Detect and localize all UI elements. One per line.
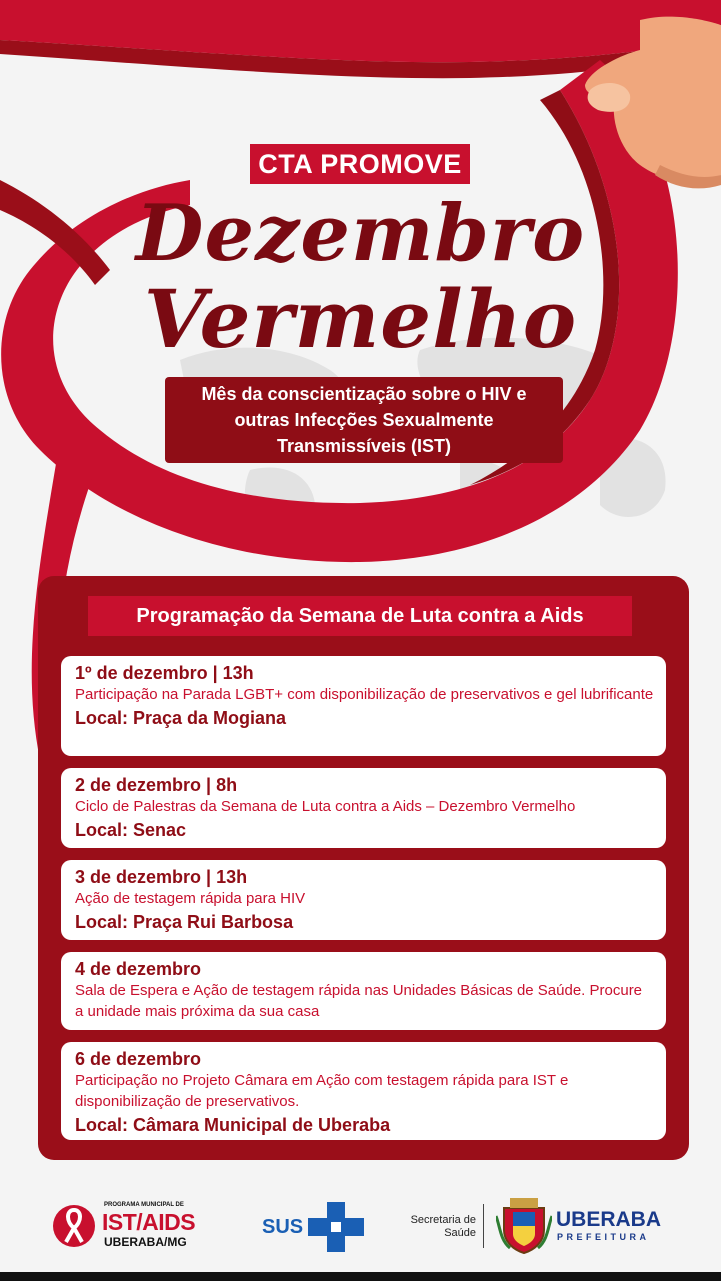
logo-city-text: UBERABA/MG [104,1235,187,1249]
city-coat-of-arms-icon [496,1196,552,1254]
subtitle-box: Mês da conscientização sobre o HIV e outras Infecções Sexualmente Transmissíveis (IST) [165,377,563,463]
event-location: Local: Senac [75,820,187,840]
event-date: 6 de dezembro [75,1049,202,1069]
event-location: Local: Câmara Municipal de Uberaba [75,1115,391,1135]
schedule-card [61,1042,666,1140]
red-ribbon-icon [52,1202,96,1250]
event-location: Local: Praça da Mogiana [75,708,287,728]
logo-program-label: PROGRAMA MUNICIPAL DE [104,1202,184,1208]
footer-divider [483,1204,484,1248]
event-date: 1º de dezembro | 13h [75,663,254,683]
title-line-1: Dezembro [135,188,586,279]
schedule-card [61,768,666,848]
event-location: Local: Praça Rui Barbosa [75,912,294,932]
sus-logo [262,1202,367,1252]
event-description: Sala de Espera e Ação de testagem rápida nas Unidades Básicas de Saúde. Procure a unidade mais próxima da sua casa [75,982,643,1020]
event-date: 3 de dezembro | 13h [75,867,248,887]
secretaria-label [404,1214,476,1240]
secretaria-line-1: Secretaria de [410,1214,476,1226]
footer-logos [0,1190,721,1260]
title-line-2: Vermelho [143,272,578,366]
event-description: Participação na Parada LGBT+ com disponibilização de preservativos e gel lubrificante [75,686,654,703]
event-description: Ação de testagem rápida para HIV [75,890,306,907]
event-description: Participação no Projeto Câmara em Ação com testagem rápida para IST e disponibilização de preservativos. [75,1072,569,1110]
event-date: 2 de dezembro | 8h [75,775,238,795]
cta-badge: CTA PROMOVE [250,144,470,184]
schedule-card [61,656,666,756]
event-date: 4 de dezembro [75,959,202,979]
sus-text: SUS [262,1216,304,1238]
ist-aids-logo [52,1202,212,1250]
secretaria-line-2: Saúde [444,1227,476,1239]
schedule-heading: Programação da Semana de Luta contra a Aids [88,596,632,636]
city-name: UBERABA [556,1208,661,1231]
event-description: Ciclo de Palestras da Semana de Luta contra a Aids – Dezembro Vermelho [75,798,576,815]
city-subtitle: PREFEITURA [557,1232,650,1242]
bottom-border [0,1272,721,1281]
logo-ist-aids-text: IST/AIDS [102,1209,196,1235]
schedule-card [61,860,666,940]
sus-cross-icon [308,1202,364,1252]
schedule-card [61,952,666,1030]
